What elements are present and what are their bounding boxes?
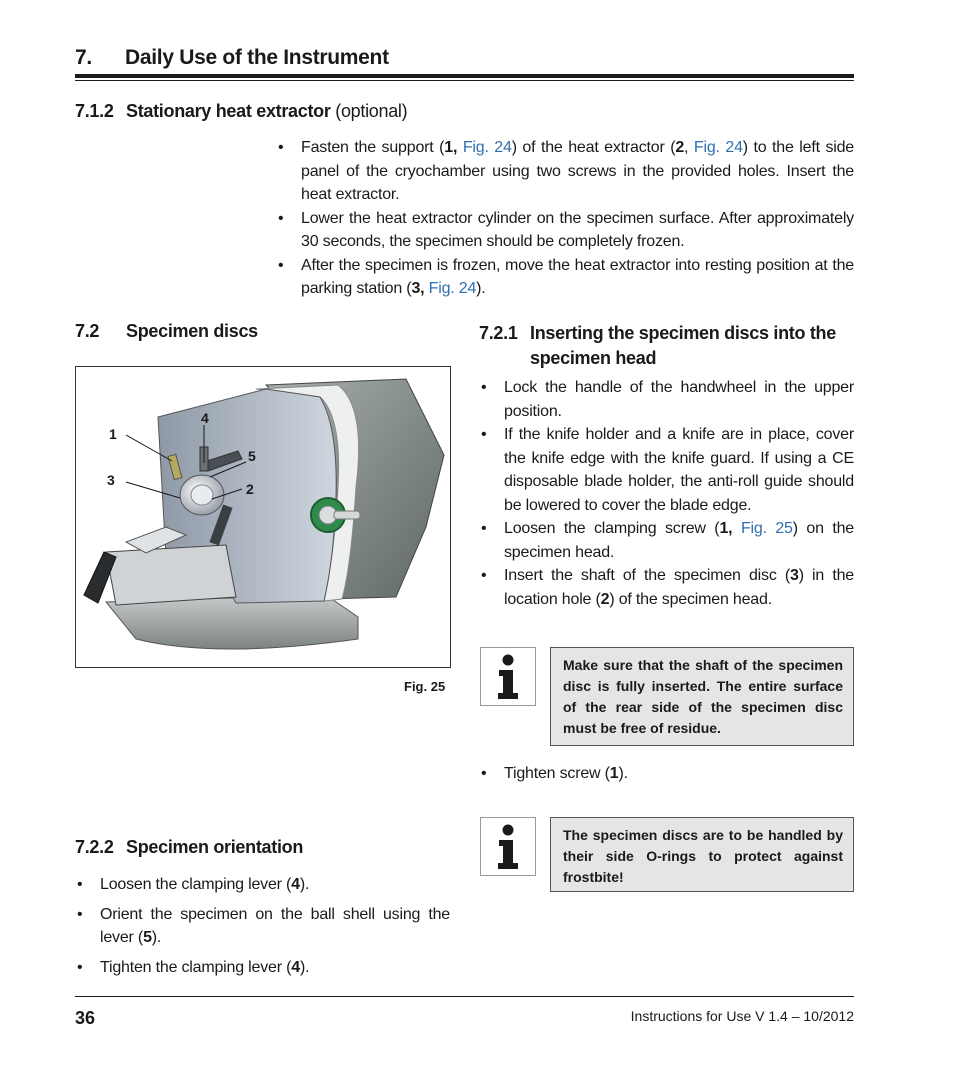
callout-2: 2 bbox=[246, 481, 254, 497]
list-item: • If the knife holder and a knife are in place, cover the knife edge with the knife guard. If using a CE disposable blade holder, the anti-roll guide should be lowered to cover the blade edge. bbox=[479, 423, 854, 517]
section-optional-label: (optional) bbox=[335, 101, 408, 121]
list-item: • Insert the shaft of the specimen disc (3) in the location hole (2) of the specimen head. bbox=[479, 564, 854, 611]
section-heading-7-2-1: 7.2.1 Inserting the specimen discs into the specimen head bbox=[479, 323, 836, 368]
chapter-heading bbox=[75, 46, 389, 70]
section-title: Stationary heat extractor bbox=[126, 101, 331, 121]
chapter-number: 7. bbox=[75, 46, 92, 69]
insert-disc-steps bbox=[479, 376, 854, 611]
fig-link[interactable]: Fig. 25 bbox=[740, 520, 793, 537]
section-heading-7-2: 7.2 Specimen discs bbox=[75, 321, 258, 341]
orientation-steps bbox=[75, 873, 450, 979]
callout-4: 4 bbox=[201, 410, 209, 426]
list-item: • Loosen the clamping lever (4). bbox=[75, 873, 450, 897]
list-item: • Orient the specimen on the ball shell using the lever (5). bbox=[75, 903, 450, 950]
list-item: • Loosen the clamping screw (1, Fig. 25) on the specimen head. bbox=[479, 517, 854, 564]
header-rule bbox=[75, 74, 854, 78]
note-box: Make sure that the shaft of the specimen disc is fully inserted. The entire surface of the rear side of the specimen disc must be free of residue. bbox=[550, 647, 854, 746]
fig-link[interactable]: Fig. 24 bbox=[462, 139, 512, 156]
callout-3: 3 bbox=[107, 472, 115, 488]
callout-1: 1 bbox=[109, 426, 117, 442]
list-item: • After the specimen is frozen, move the heat extractor into resting position at the parking station (3, Fig. 24). bbox=[276, 254, 854, 301]
list-item: • Fasten the support (1, Fig. 24) of the heat extractor (2, Fig. 24) to the left side panel of the cryochamber using two screws in the provided holes. Insert the heat extractor. bbox=[276, 136, 854, 207]
fig-link[interactable]: Fig. 24 bbox=[693, 139, 743, 156]
footer-rule bbox=[75, 996, 854, 997]
header-rule-thin bbox=[75, 80, 854, 81]
info-icon bbox=[480, 817, 536, 876]
list-item: • Lock the handle of the handwheel in the upper position. bbox=[479, 376, 854, 423]
document-version: Instructions for Use V 1.4 – 10/2012 bbox=[630, 1008, 854, 1024]
section-heading-7-2-2: 7.2.2 Specimen orientation bbox=[75, 837, 304, 857]
tighten-step bbox=[479, 762, 854, 786]
warning-note-box: The specimen discs are to be handled by their side O-rings to protect against frostbite! bbox=[550, 817, 854, 892]
callout-5: 5 bbox=[248, 448, 256, 464]
figure-25 bbox=[75, 366, 451, 668]
list-item: • Tighten screw (1). bbox=[479, 762, 854, 786]
heat-extractor-steps bbox=[276, 136, 854, 301]
page-number: 36 bbox=[75, 1008, 96, 1028]
fig-link[interactable]: Fig. 24 bbox=[428, 280, 477, 297]
info-icon bbox=[480, 647, 536, 706]
chapter-title: Daily Use of the Instrument bbox=[125, 46, 389, 69]
list-item: • Lower the heat extractor cylinder on the specimen surface. After approximately 30 seconds, the specimen should be completely frozen. bbox=[276, 207, 854, 254]
section-heading-7-1-2 bbox=[75, 101, 407, 122]
cryostat-illustration bbox=[76, 367, 450, 667]
figure-caption: Fig. 25 bbox=[404, 679, 446, 694]
section-number: 7.1.2 bbox=[75, 101, 114, 121]
list-item: • Tighten the clamping lever (4). bbox=[75, 956, 450, 980]
